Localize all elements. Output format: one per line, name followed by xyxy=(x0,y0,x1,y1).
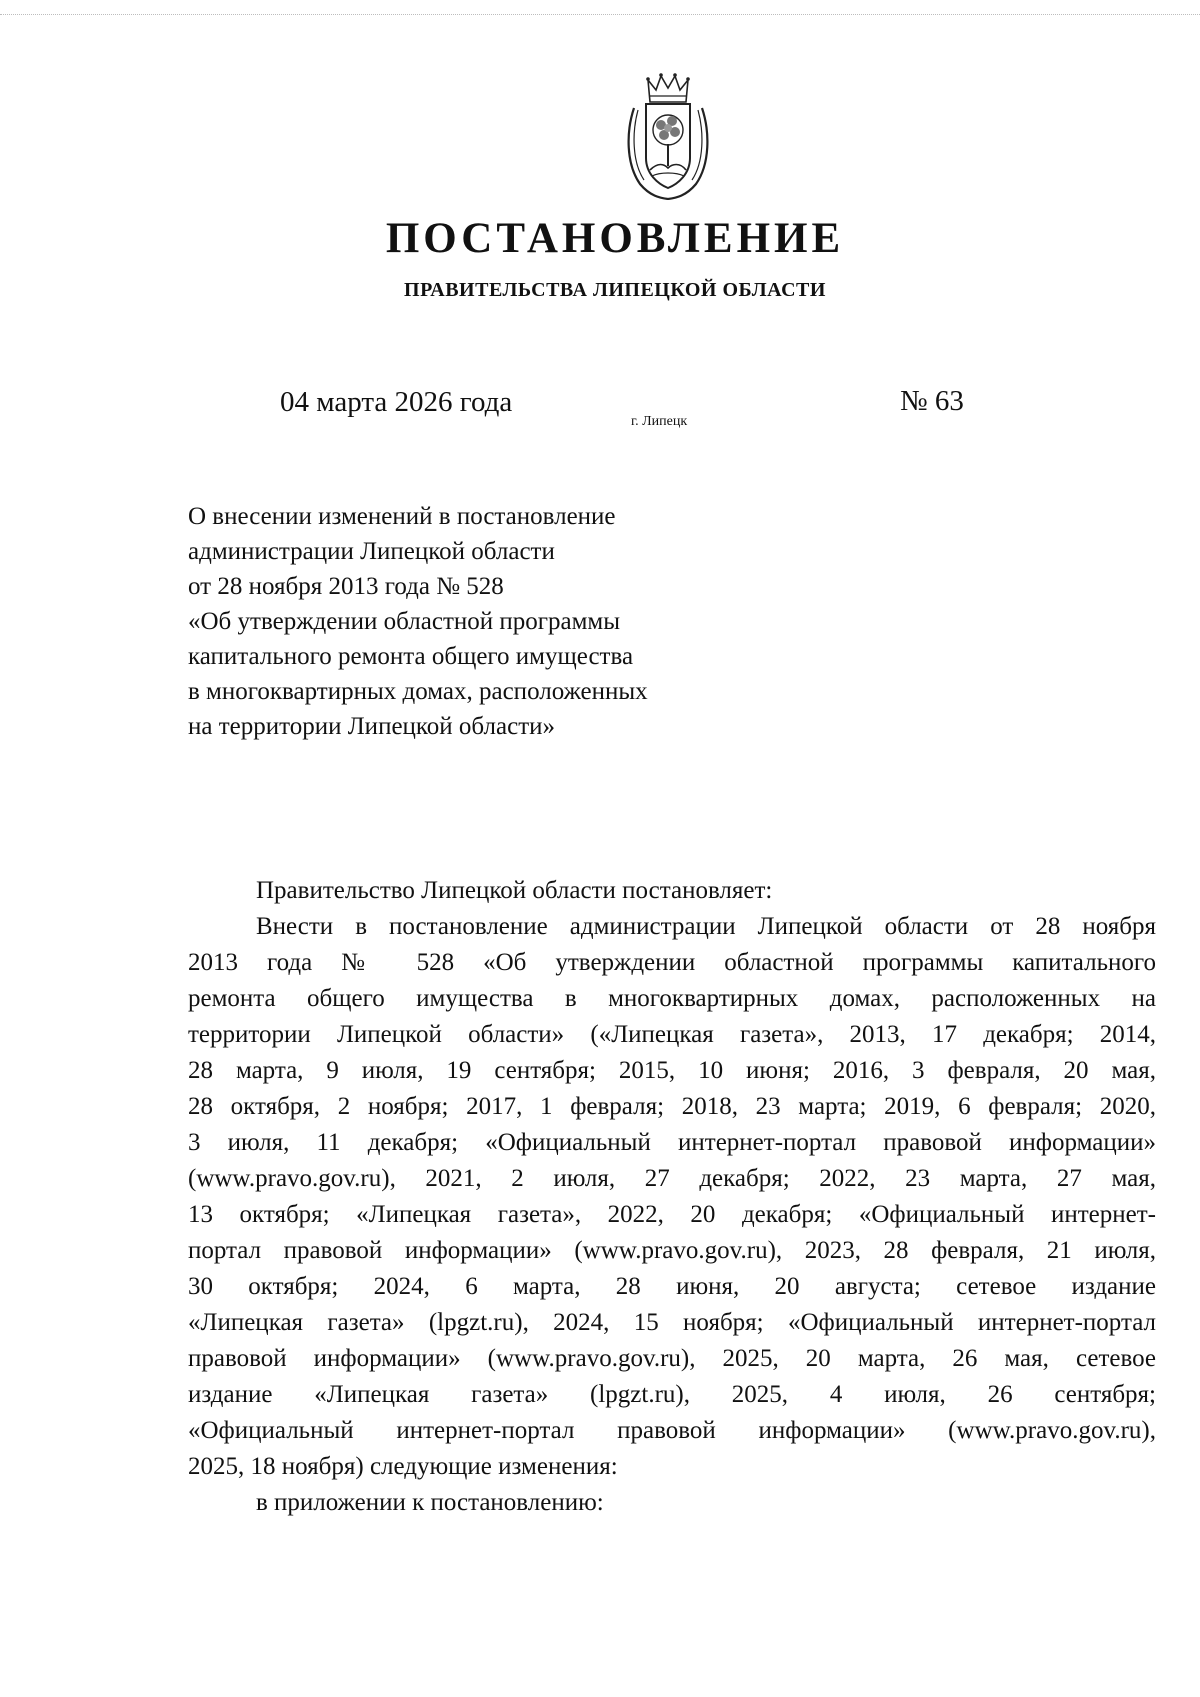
subject-line: в многоквартирных домах, расположенных xyxy=(188,678,648,705)
amendment-line: «Липецкая газета» (lpgzt.ru), 2024, 15 ноября; «Официальный интернет-портал xyxy=(188,1309,1156,1336)
coat-of-arms-icon xyxy=(624,72,712,200)
amendment-line: 13 октября; «Липецкая газета», 2022, 20 декабря; «Официальный интернет- xyxy=(188,1201,1156,1228)
amendment-line: 30 октября; 2024, 6 марта, 28 июня, 20 августа; сетевое издание xyxy=(188,1273,1156,1300)
subject-line: на территории Липецкой области» xyxy=(188,713,555,740)
amendment-line: Внести в постановление администрации Липецкой области от 28 ноября xyxy=(256,913,1156,940)
resolution-intro: Правительство Липецкой области постановляет: xyxy=(256,877,773,904)
document-number: № 63 xyxy=(900,385,964,417)
document-title: ПОСТАНОВЛЕНИЕ xyxy=(385,215,845,262)
subject-line: от 28 ноября 2013 года № 528 xyxy=(188,573,504,600)
amendment-line: 28 октября, 2 ноября; 2017, 1 февраля; 2018, 23 марта; 2019, 6 февраля; 2020, xyxy=(188,1093,1156,1120)
document-body xyxy=(188,873,1156,1521)
subject-line: О внесении изменений в постановление xyxy=(188,503,616,530)
document-date: 04 марта 2026 года xyxy=(280,386,513,418)
amendment-line: портал правовой информации» (www.pravo.gov.ru), 2023, 28 февраля, 21 июля, xyxy=(188,1237,1156,1264)
subject-line: администрации Липецкой области xyxy=(188,538,555,565)
amendment-line: 2013 года № 528 «Об утверждении областной программы капитального xyxy=(188,949,1156,976)
subject-line: «Об утверждении областной программы xyxy=(188,608,621,635)
document-city: г. Липецк xyxy=(631,414,688,429)
amendment-line: правовой информации» (www.pravo.gov.ru), 2025, 20 марта, 26 мая, сетевое xyxy=(188,1345,1156,1372)
annex-reference: в приложении к постановлению: xyxy=(256,1489,604,1516)
issuer-name: ПРАВИТЕЛЬСТВА ЛИПЕЦКОЙ ОБЛАСТИ xyxy=(404,279,826,301)
subject-line: капитального ремонта общего имущества xyxy=(188,643,634,670)
amendment-line: издание «Липецкая газета» (lpgzt.ru), 2025, 4 июля, 26 сентября; xyxy=(188,1381,1156,1408)
document-subject xyxy=(188,499,788,744)
amendment-line: 28 марта, 9 июля, 19 сентября; 2015, 10 июня; 2016, 3 февраля, 20 мая, xyxy=(188,1057,1156,1084)
amendment-line: 2025, 18 ноября) следующие изменения: xyxy=(188,1453,618,1480)
amendment-line: «Официальный интернет-портал правовой информации» (www.pravo.gov.ru), xyxy=(188,1417,1156,1444)
amendment-line: территории Липецкой области» («Липецкая газета», 2013, 17 декабря; 2014, xyxy=(188,1021,1156,1048)
amendment-line: (www.pravo.gov.ru), 2021, 2 июля, 27 декабря; 2022, 23 марта, 27 мая, xyxy=(188,1165,1156,1192)
amendment-line: ремонта общего имущества в многоквартирных домах, расположенных на xyxy=(188,985,1156,1012)
scan-edge-rule xyxy=(0,14,1200,15)
amendment-line: 3 июля, 11 декабря; «Официальный интернет-портал правовой информации» xyxy=(188,1129,1156,1156)
